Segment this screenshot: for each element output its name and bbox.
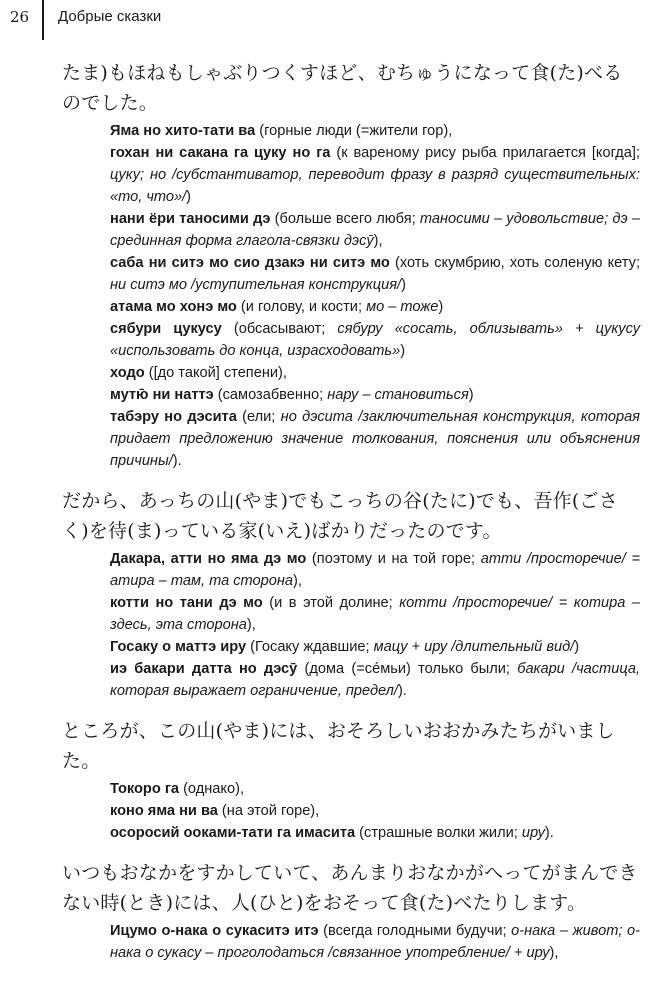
- vocabulary-notes: [110, 920, 640, 964]
- page-content: [62, 58, 640, 978]
- term: гохан ни сакана га цуку но га: [110, 145, 331, 161]
- grammar-comment: атти /просторечие/ = атира – там, та сторона: [110, 551, 640, 589]
- grammar-comment: о-нака – живот; о-нака о сукасу – проголодаться /связанное употребление/ + иру: [110, 923, 641, 961]
- translation: (страшные волки жили;: [355, 825, 522, 841]
- translation: (к вареному рису рыба прилагается [когда];: [330, 145, 640, 161]
- grammar-comment: иру: [521, 825, 545, 841]
- grammar-comment: но дэсита /заключительная конструкция, которая придает предложению значение толкования, пояснения или объяснения причины/: [110, 409, 640, 469]
- vocabulary-note: [110, 920, 640, 964]
- japanese-paragraph: たま)もほねもしゃぶりつくすほど、むちゅうになって食(た)べるのでした。: [62, 62, 623, 114]
- japanese-paragraph: いつもおなかをすかしていて、あんまりおなかがへってがまんできない時(とき)には、人(ひと)をおそって食(た)べたりします。: [62, 862, 638, 914]
- term: Яма но хито-тати ва: [110, 123, 256, 139]
- grammar-comment: бакари /частица, которая выражает ограничение, предел/: [110, 661, 641, 699]
- header-divider: [42, 0, 44, 40]
- translation: (Госаку ждавшие;: [246, 639, 374, 655]
- vocabulary-note: [110, 384, 640, 406]
- translation: ),: [549, 945, 559, 961]
- translation: ([до такой] степени),: [144, 365, 287, 381]
- term: табэру но дэсита: [110, 409, 237, 425]
- translation: (самозабвенно;: [213, 387, 328, 403]
- translation: ): [438, 299, 444, 315]
- term: сябури цукусу: [110, 321, 222, 337]
- vocabulary-note: [110, 822, 640, 844]
- term: Токоро га: [110, 781, 180, 797]
- term: Дакара, атти но яма дэ мо: [110, 551, 307, 567]
- translation: ): [468, 387, 474, 403]
- translation: ).: [172, 453, 182, 469]
- vocabulary-notes: [110, 778, 640, 844]
- page-header: [0, 0, 666, 46]
- translation: (ели;: [236, 409, 281, 425]
- translation: (поэтому и на той горе;: [306, 551, 481, 567]
- grammar-comment: нару – становиться: [327, 387, 469, 403]
- translation: (и голову, и кости;: [236, 299, 367, 315]
- term: иэ бакари датта но дэсӯ: [110, 661, 298, 677]
- translation: ).: [544, 825, 554, 841]
- text-section: [62, 486, 640, 702]
- grammar-comment: мацу + иру /длительный вид/: [373, 639, 575, 655]
- vocabulary-note: [110, 120, 640, 142]
- text-section: [62, 858, 640, 964]
- translation: (и в этой долине;: [262, 595, 400, 611]
- term: саба ни ситэ мо сио дзакэ ни ситэ мо: [110, 255, 390, 271]
- japanese-paragraph: ところが、この山(やま)には、おそろしいおおかみたちがいました。: [62, 720, 615, 772]
- translation: (однако),: [179, 781, 244, 797]
- vocabulary-notes: [110, 120, 640, 472]
- text-section: [62, 58, 640, 472]
- vocabulary-note: [110, 548, 640, 592]
- translation: (на этой горе),: [217, 803, 320, 819]
- grammar-comment: сябуру «сосать, облизывать» + цукусу «использовать до конца, израсходовать»: [110, 321, 640, 359]
- term: Госаку о маттэ иру: [110, 639, 247, 655]
- translation: ): [401, 277, 406, 293]
- japanese-paragraph: だから、あっちの山(やま)でもこっちの谷(たに)でも、吾作(ごさく)を待(ま)っている家(いえ)ばかりだったのです。: [62, 490, 618, 542]
- term: коно яма ни ва: [110, 803, 218, 819]
- translation: ),: [293, 573, 302, 589]
- translation: ): [400, 343, 406, 359]
- translation: ),: [246, 617, 256, 633]
- vocabulary-note: [110, 208, 640, 252]
- vocabulary-note: [110, 318, 640, 362]
- translation: (всегда голодными будучи;: [318, 923, 512, 939]
- term: Ицумо о-нака о сукаситэ итэ: [110, 923, 319, 939]
- vocabulary-note: [110, 592, 640, 636]
- vocabulary-note: [110, 296, 640, 318]
- vocabulary-note: [110, 658, 640, 702]
- text-section: [62, 716, 640, 844]
- translation: ),: [373, 233, 383, 249]
- term: атама мо хонэ мо: [110, 299, 237, 315]
- page-number: 26: [10, 8, 30, 26]
- vocabulary-note: [110, 778, 640, 800]
- term: осоросий ооками-тати га имасита: [110, 825, 356, 841]
- term: ходо: [110, 365, 145, 381]
- vocabulary-note: [110, 142, 640, 208]
- translation: ).: [397, 683, 407, 699]
- translation: ): [186, 189, 192, 205]
- vocabulary-note: [110, 636, 640, 658]
- grammar-comment: таносими – удовольствие; дэ – срединная форма глагола-связки дэсӯ: [110, 211, 640, 249]
- vocabulary-note: [110, 362, 640, 384]
- translation: (дома (=сéмьи) только были;: [297, 661, 518, 677]
- vocabulary-note: [110, 800, 640, 822]
- translation: (обсасывают;: [221, 321, 338, 337]
- translation: (хоть скумбрию, хоть соленую кету;: [389, 255, 640, 271]
- grammar-comment: цуку; но /субстантиватор, переводит фразу в разряд существительных: «то, что»/: [110, 167, 640, 205]
- term: мутю̄ ни наттэ: [110, 387, 214, 403]
- vocabulary-notes: [110, 548, 640, 702]
- vocabulary-note: [110, 406, 640, 472]
- translation: ): [574, 639, 580, 655]
- term: нани ёри таносими дэ: [110, 211, 271, 227]
- running-title: Добрые сказки: [58, 8, 162, 25]
- term: котти но тани дэ мо: [110, 595, 263, 611]
- grammar-comment: котти /просторечие/ = котира – здесь, эта сторона: [110, 595, 640, 633]
- grammar-comment: мо – тоже: [366, 299, 439, 315]
- translation: (больше всего любя;: [270, 211, 420, 227]
- translation: (горные люди (=жители гор),: [255, 123, 453, 139]
- vocabulary-note: [110, 252, 640, 296]
- grammar-comment: ни ситэ мо /уступительная конструкция/: [110, 277, 402, 293]
